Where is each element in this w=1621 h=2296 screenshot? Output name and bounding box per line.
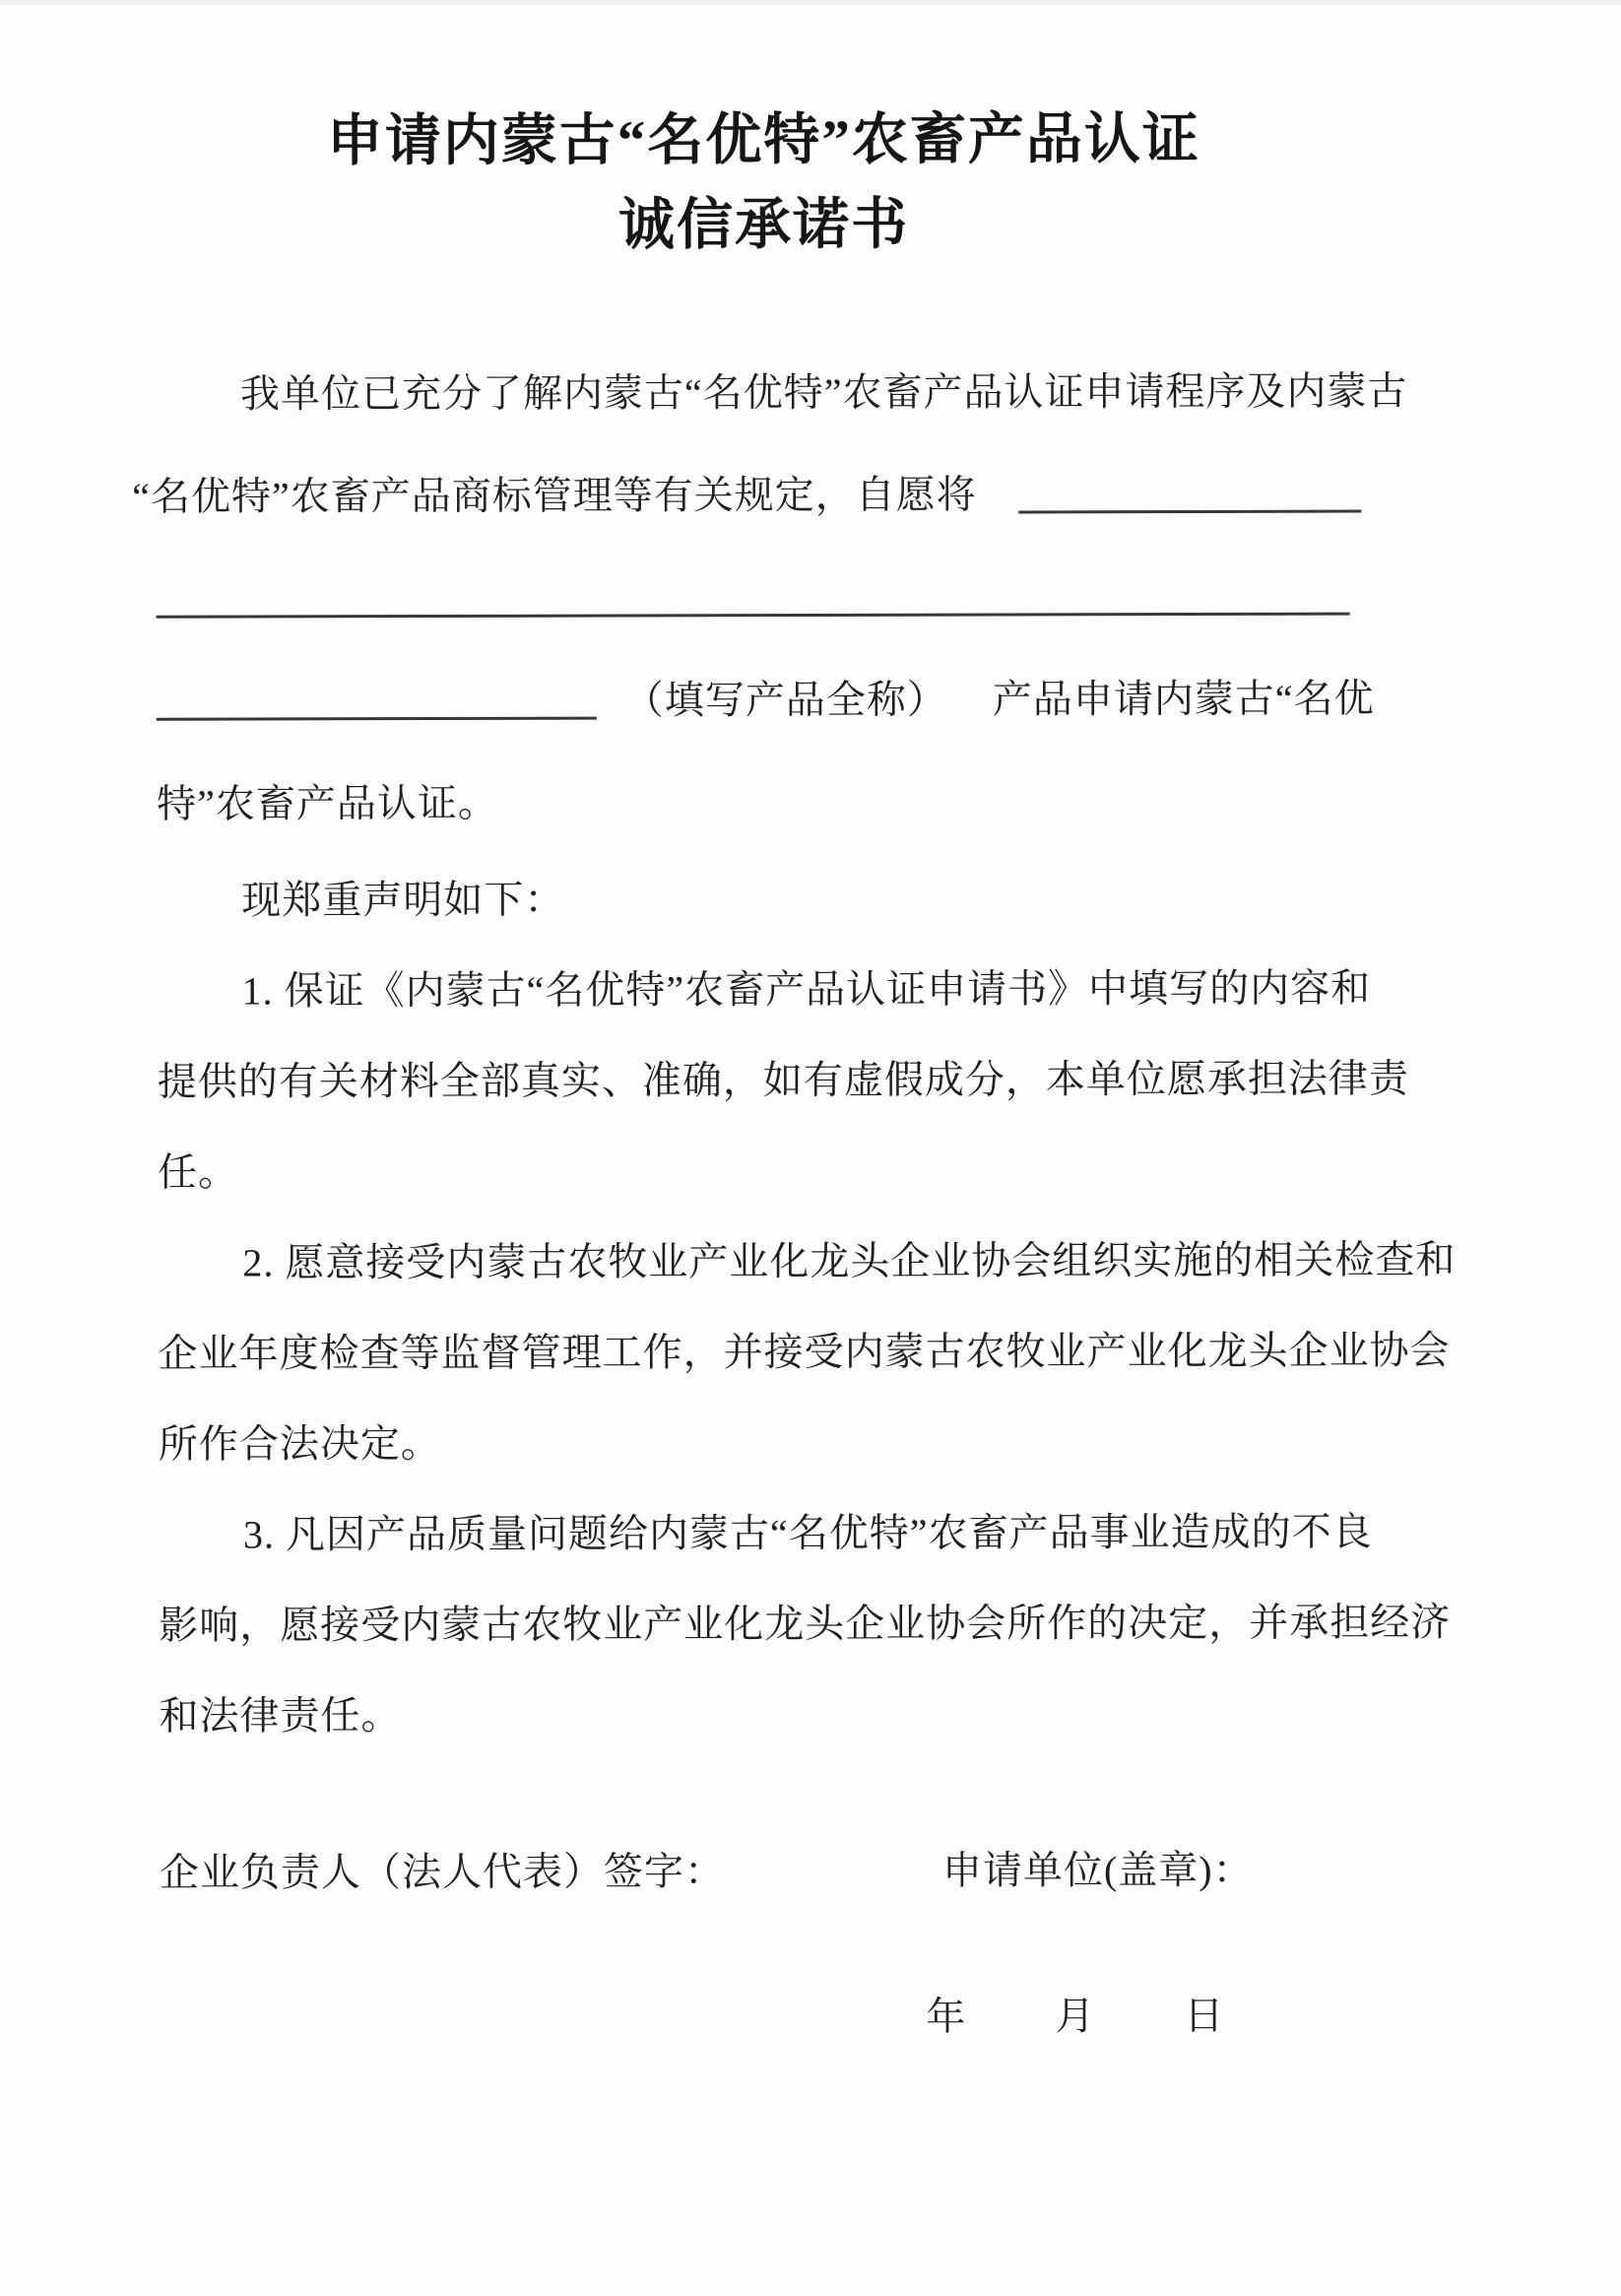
item2-line1: 2. 愿意接受内蒙古农牧业产业化龙头企业协会组织实施的相关检查和 [242,1237,1457,1285]
title-line-1: 申请内蒙古“名优特”农畜产品认证 [326,107,1200,173]
document-body [132,341,1457,1762]
declaration-intro: 现郑重声明如下： [241,877,565,923]
document-title [155,98,1372,270]
item1-line3: 任。 [158,1149,239,1195]
signature-row [160,1822,1377,1920]
date-month-label: 月 [1055,1994,1096,2039]
legal-representative-signature-label: 企业负责人（法人代表）签字： [159,1849,725,1895]
paragraph1-line3 [156,546,1373,651]
date-day-label: 日 [1184,1993,1225,2039]
item3-line1: 3. 凡因产品质量问题给内蒙古“名优特”农畜产品事业造成的不良 [242,1509,1373,1557]
item1-line2: 提供的有关材料全部真实、准确，如有虚假成分，本单位愿承担法律责 [157,1056,1409,1104]
product-name-blank-segment-1 [1018,471,1361,514]
item2-line3: 所作合法决定。 [158,1420,441,1467]
item2-line2: 企业年度检查等监督管理工作，并接受内蒙古农牧业产业化龙头企业协会 [158,1328,1451,1376]
title-line-2: 诚信承诺书 [617,193,910,257]
applicant-unit-seal-label: 申请单位(盖章)： [941,1847,1254,1893]
paragraph1-line5: 特”农畜产品认证。 [157,780,498,826]
paragraph1-line1: 我单位已充分了解内蒙古“名优特”农畜产品认证申请程序及内蒙古 [239,368,1408,417]
paragraph1-line4-text: 产品申请内蒙古“名优 [992,676,1375,722]
paragraph1-line2-text: “名优特”农畜产品商标管理等有关规定，自愿将 [132,472,977,519]
date-line [160,1968,1377,2066]
product-name-blank-segment-2 [156,573,1349,619]
paragraph1-line2 [132,443,1373,549]
date-year-label: 年 [926,1994,967,2039]
fill-product-full-name-hint: （填写产品全称） [623,677,947,723]
item1-line1: 1. 保证《内蒙古“名优特”农畜产品认证申请书》中填写的内容和 [241,965,1372,1014]
item3-line2: 影响，愿接受内蒙古农牧业产业化龙头企业协会所作的决定，并承担经济 [159,1600,1452,1648]
product-name-blank-segment-3 [157,678,597,721]
item3-line3: 和法律责任。 [159,1693,402,1738]
paragraph1-line4 [157,648,1374,754]
